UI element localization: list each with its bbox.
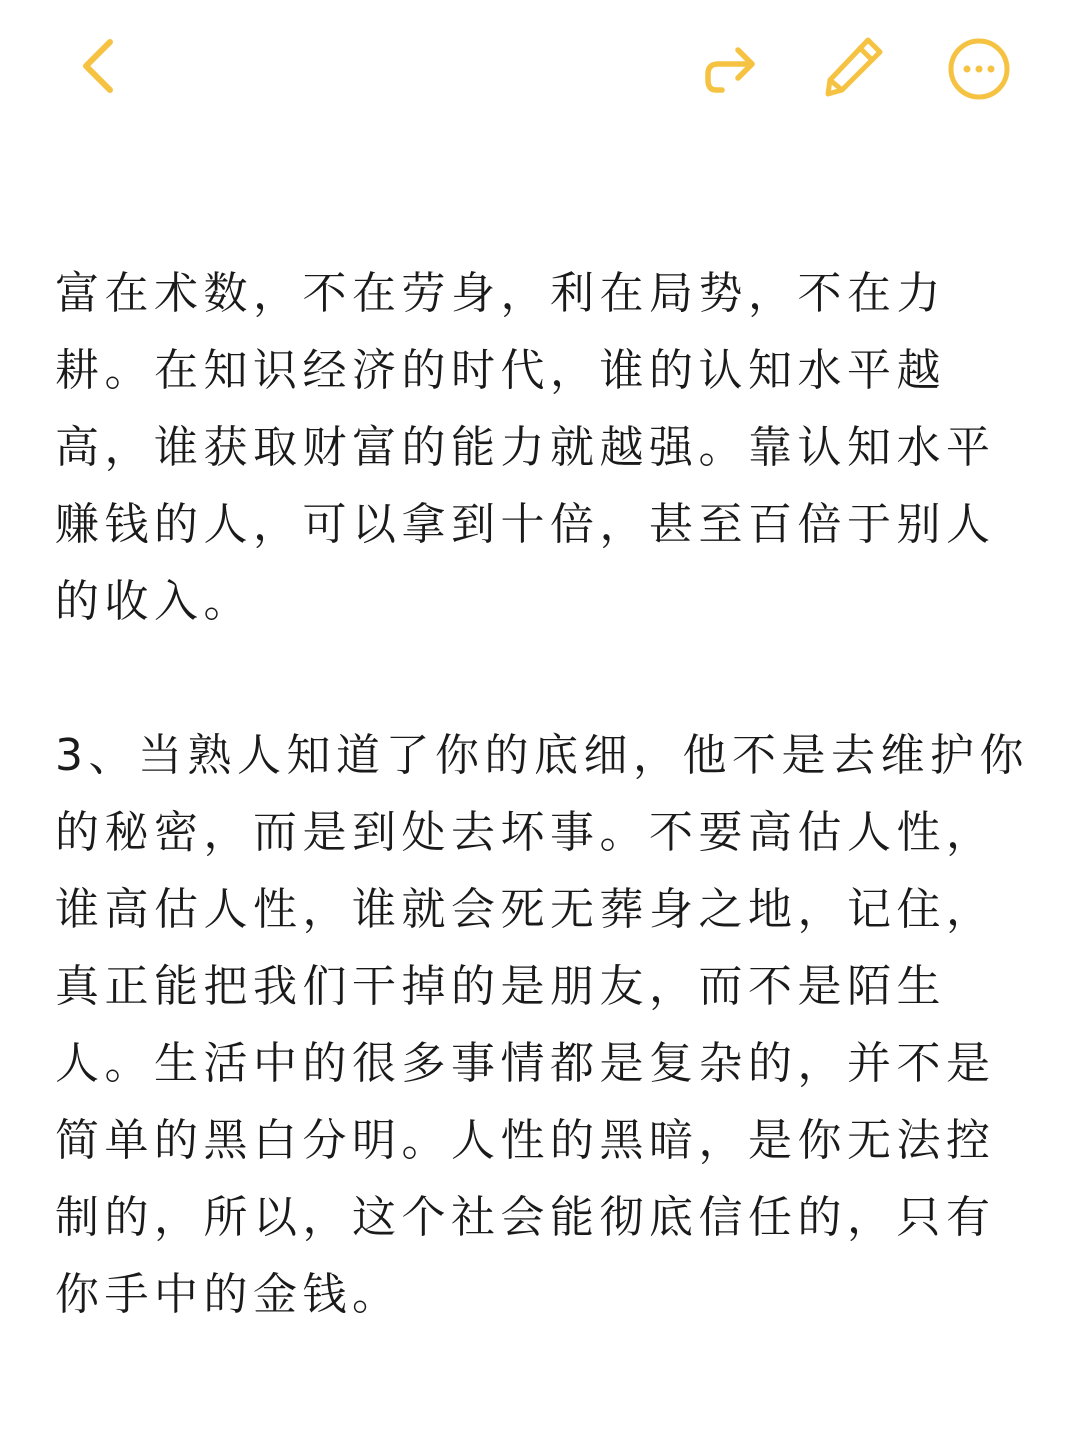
pencil-icon (818, 32, 888, 102)
note-line: 的收入。 (55, 576, 253, 627)
paragraph-spacer (55, 640, 1035, 717)
share-button[interactable] (700, 36, 764, 100)
edit-button[interactable] (818, 32, 888, 102)
note-line: 的秘密，而是到处去坏事。不要高估人性， (55, 807, 996, 858)
note-line: 谁高估人性，谁就会死无葬身之地，记住， (55, 884, 996, 935)
chevron-left-icon (70, 34, 126, 98)
note-line: 高，谁获取财富的能力就越强。靠认知水平 (55, 422, 996, 473)
note-line: 富在术数，不在劳身，利在局势，不在力 (55, 268, 946, 319)
back-button[interactable] (70, 34, 126, 98)
note-body[interactable] (55, 255, 1035, 1333)
note-paragraph-1 (55, 255, 1035, 640)
top-toolbar (0, 0, 1080, 140)
note-line: 简单的黑白分明。人性的黑暗，是你无法控 (55, 1115, 996, 1166)
note-line: 赚钱的人，可以拿到十倍，甚至百倍于别人 (55, 499, 996, 550)
note-line: 你手中的金钱。 (55, 1269, 402, 1320)
note-line: 3、当熟人知道了你的底细，他不是去维护你 (55, 730, 1029, 781)
note-paragraph-2 (55, 717, 1035, 1333)
share-arrow-icon (700, 36, 764, 100)
note-line: 人。生活中的很多事情都是复杂的，并不是 (55, 1038, 996, 1089)
note-line: 制的，所以，这个社会能彻底信任的，只有 (55, 1192, 996, 1243)
note-line: 耕。在知识经济的时代，谁的认知水平越 (55, 345, 946, 396)
note-line: 真正能把我们干掉的是朋友，而不是陌生 (55, 961, 946, 1012)
more-options-button[interactable] (946, 36, 1012, 102)
ellipsis-circle-icon (946, 36, 1012, 102)
